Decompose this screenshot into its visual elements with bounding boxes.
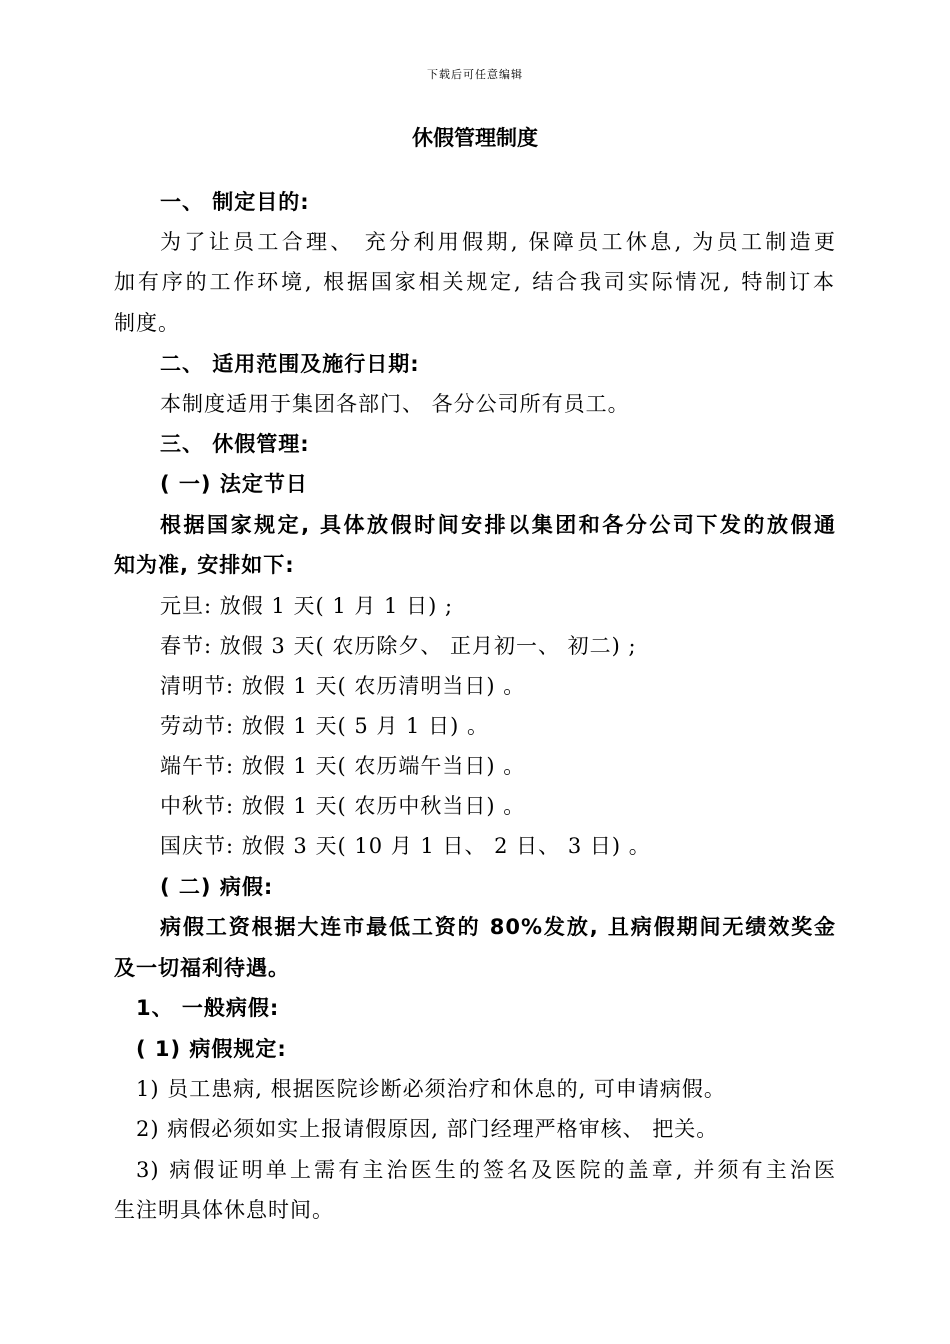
- holiday-item: 劳动节: 放假 1 天( 5 月 1 日) 。: [160, 714, 489, 738]
- section-heading-scope: 二、 适用范围及施行日期:: [160, 352, 420, 376]
- holiday-item: 元旦: 放假 1 天( 1 月 1 日) ;: [160, 594, 454, 618]
- holiday-item: 中秋节: 放假 1 天( 农历中秋当日) 。: [160, 794, 526, 818]
- paragraph-line: 知为准, 安排如下:: [114, 553, 295, 577]
- rule-item: 生注明具体休息时间。: [114, 1198, 334, 1222]
- holiday-item: 端午节: 放假 1 天( 农历端午当日) 。: [160, 754, 526, 778]
- paragraph-line: 为了让员工合理、 充分利用假期, 保障员工休息, 为员工制造更: [160, 230, 836, 254]
- subsection-heading-holidays: ( 一) 法定节日: [160, 472, 308, 496]
- rule-item: 2) 病假必须如实上报请假原因, 部门经理严格审核、 把关。: [136, 1117, 719, 1141]
- item-heading-sick-leave-rules: ( 1) 病假规定:: [136, 1037, 287, 1061]
- rule-item: 3) 病假证明单上需有主治医生的签名及医院的盖章, 并须有主治医: [136, 1158, 836, 1182]
- paragraph-line: 加有序的工作环境, 根据国家相关规定, 结合我司实际情况, 特制订本: [114, 270, 836, 294]
- section-heading-leave-management: 三、 休假管理:: [160, 432, 310, 456]
- header-note: 下载后可任意编辑: [427, 68, 523, 81]
- holiday-item: 国庆节: 放假 3 天( 10 月 1 日、 2 日、 3 日) 。: [160, 834, 651, 858]
- paragraph-line: 本制度适用于集团各部门、 各分公司所有员工。: [160, 392, 630, 416]
- subsection-heading-sick-leave: ( 二) 病假:: [160, 875, 274, 899]
- item-heading-general-sick-leave: 1、 一般病假:: [136, 996, 280, 1020]
- holiday-item: 春节: 放假 3 天( 农历除夕、 正月初一、 初二) ;: [160, 634, 637, 658]
- holiday-item: 清明节: 放假 1 天( 农历清明当日) 。: [160, 674, 526, 698]
- rule-item: 1) 员工患病, 根据医院诊断必须治疗和休息的, 可申请病假。: [136, 1077, 726, 1101]
- paragraph-line: 病假工资根据大连市最低工资的 80%发放, 且病假期间无绩效奖金: [160, 915, 836, 939]
- document-title: 休假管理制度: [412, 126, 538, 150]
- paragraph-line: 根据国家规定, 具体放假时间安排以集团和各分公司下发的放假通: [160, 513, 836, 537]
- paragraph-line: 及一切福利待遇。: [114, 956, 290, 980]
- section-heading-purpose: 一、 制定目的:: [160, 190, 310, 214]
- paragraph-line: 制度。: [114, 311, 180, 335]
